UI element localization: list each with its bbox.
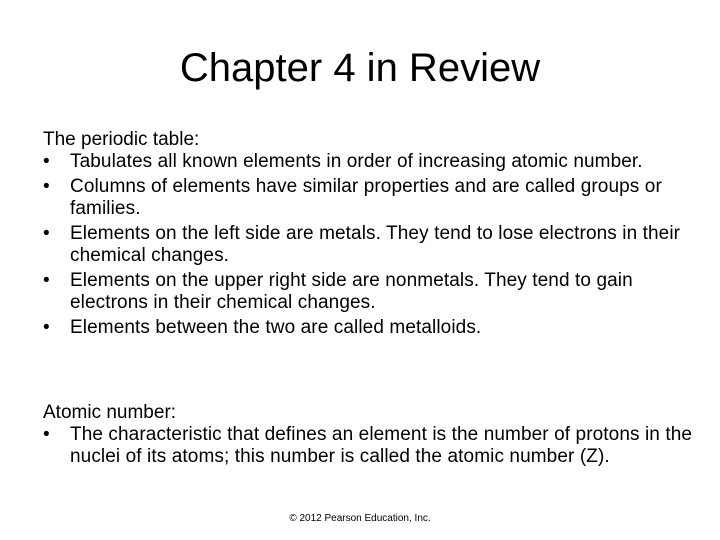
bullet-text: Columns of elements have similar properties and are called groups or families. (70, 176, 662, 219)
bullet-item (43, 424, 693, 468)
slide-title: Chapter 4 in Review (179, 46, 541, 90)
bullet-item (43, 176, 693, 220)
bullet-item (43, 151, 693, 173)
copyright-footer: © 2012 Pearson Education, Inc. (289, 513, 431, 524)
bullet-item (43, 270, 693, 314)
bullet-item (43, 317, 693, 339)
bullet-icon: • (43, 176, 50, 197)
atomic-number-section (43, 401, 693, 471)
section-heading: The periodic table: (43, 129, 200, 150)
bullet-text: Elements between the two are called metalloids. (70, 317, 482, 338)
bullet-text: Elements on the upper right side are nonmetals. They tend to gain electrons in their chemical changes. (70, 270, 633, 313)
bullet-text: Elements on the left side are metals. They tend to lose electrons in their chemical changes. (70, 223, 681, 266)
bullet-icon: • (43, 151, 50, 172)
bullet-icon: • (43, 223, 50, 244)
bullet-list (43, 151, 693, 339)
bullet-list (43, 424, 693, 468)
bullet-text: Tabulates all known elements in order of increasing atomic number. (70, 151, 643, 172)
bullet-text: The characteristic that defines an element is the number of protons in the nuclei of its atoms; this number is called the atomic number (Z). (70, 424, 693, 467)
bullet-icon: • (43, 317, 50, 338)
section-heading: Atomic number: (43, 402, 177, 423)
bullet-icon: • (43, 424, 50, 445)
bullet-item (43, 223, 693, 267)
periodic-table-section (43, 128, 693, 342)
bullet-icon: • (43, 270, 50, 291)
